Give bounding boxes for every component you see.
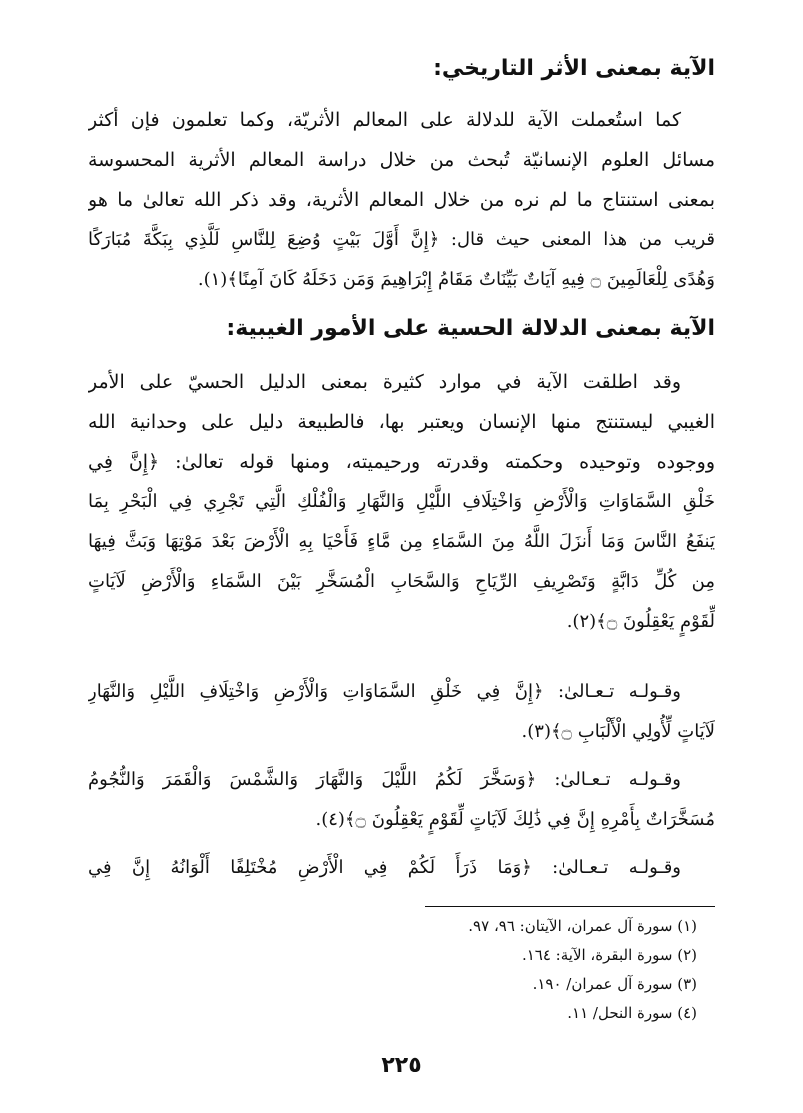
text-line: مسائل العلوم الإنسانيّة تُبحث من خلال دراسة المعالم الأثرية المحسوسة bbox=[88, 149, 715, 171]
text-line: وقد اطلقت الآية في موارد كثيرة بمعنى الدليل الحسيّ على الأمر bbox=[88, 371, 681, 393]
text-line: الغيبي ليستنتج منها الإنسان ويعتبر بها، فالطبيعة دليل على وحدانية الله bbox=[88, 411, 715, 433]
paragraph-historical bbox=[88, 100, 715, 300]
text-line: لَآيَاتٍ لِّأُولِي الْأَلْبَابِ ۝﴾(٣). bbox=[521, 721, 715, 742]
footnote-item: (٢) سورة البقرة، الآية: ١٦٤. bbox=[521, 946, 697, 964]
footnote-item: (٣) سورة آل عمران/ ١٩٠. bbox=[532, 975, 697, 993]
section-heading-sensory: الآية بمعنى الدلالة الحسية على الأمور الغيبية: bbox=[226, 316, 715, 341]
text-line: يَنفَعُ النَّاسَ وَمَا أَنزَلَ اللَّهُ مِنَ السَّمَاءِ مِن مَّاءٍ فَأَحْيَا بِهِ الْأَرْضَ بَعْدَ مَوْتِهَا وَبَثَّ فِيهَا bbox=[88, 531, 715, 552]
footnote-item: (٤) سورة النحل/ ١١. bbox=[567, 1004, 697, 1022]
text-line: وقـولـه تـعـالىٰ: ﴿إِنَّ فِي خَلْقِ السَّمَاوَاتِ وَالْأَرْضِ وَاخْتِلَافِ اللَّيْلِ وَالنَّهَارِ bbox=[88, 681, 681, 702]
paragraph-verse-nahl-12 bbox=[88, 760, 715, 840]
text-line: بمعنى استنتاج ما لم نره من خلال المعالم الأثرية، وقد ذكر الله تعالىٰ ما هو bbox=[88, 189, 715, 211]
footnote-item: (١) سورة آل عمران، الآيتان: ٩٦، ٩٧. bbox=[468, 917, 697, 935]
text-line: ووجوده وتوحيده وحكمته وقدرته ورحيميته، ومنها قوله تعالىٰ: ﴿إِنَّ فِي bbox=[88, 451, 715, 473]
paragraph-verse-190 bbox=[88, 672, 715, 752]
text-line: مِن كُلِّ دَابَّةٍ وَتَصْرِيفِ الرِّيَاحِ وَالسَّحَابِ الْمُسَخَّرِ بَيْنَ السَّمَاءِ وَالْأَرْضِ لَآيَاتٍ bbox=[88, 571, 715, 592]
text-line: خَلْقِ السَّمَاوَاتِ وَالْأَرْضِ وَاخْتِلَافِ اللَّيْلِ وَالنَّهَارِ وَالْفُلْكِ الَّتِي تَجْرِي فِي الْبَحْرِ بِمَا bbox=[88, 491, 715, 512]
book-page bbox=[88, 0, 715, 1113]
footnotes bbox=[88, 912, 697, 1028]
text-line: لِّقَوْمٍ يَعْقِلُونَ ۝﴾(٢). bbox=[566, 611, 715, 632]
text-line: قريب من هذا المعنى حيث قال: ﴿إِنَّ أَوَّلَ بَيْتٍ وُضِعَ لِلنَّاسِ لَلَّذِي بِبَكَّةَ مُبَارَكًا bbox=[88, 229, 715, 250]
page-number: ٢٢٥ bbox=[381, 1053, 422, 1078]
paragraph-verse-nahl-13 bbox=[88, 848, 715, 888]
text-line: وقـولـه تـعـالىٰ: ﴿وَسَخَّرَ لَكُمُ اللَّيْلَ وَالنَّهَارَ وَالشَّمْسَ وَالْقَمَرَ وَالنُّجُومُ bbox=[88, 769, 681, 790]
section-heading-historical: الآية بمعنى الأثر التاريخي: bbox=[433, 56, 715, 81]
paragraph-sensory bbox=[88, 362, 715, 642]
text-line: كما استُعملت الآية للدلالة على المعالم الأثريّة، وكما تعلمون فإن أكثر bbox=[88, 109, 681, 131]
footnote-divider bbox=[425, 906, 715, 907]
text-line: وقـولـه تـعـالىٰ: ﴿وَمَا ذَرَأَ لَكُمْ فِي الْأَرْضِ مُخْتَلِفًا أَلْوَانُهُ إِنَّ فِي bbox=[88, 857, 681, 878]
text-line: وَهُدًى لِلْعَالَمِينَ ۝ فِيهِ آيَاتٌ بَيِّنَاتٌ مَقَامُ إِبْرَاهِيمَ وَمَن دَخَلَهُ كَانَ آمِنًا﴾(١). bbox=[197, 269, 715, 290]
text-line: مُسَخَّرَاتٌ بِأَمْرِهِ إِنَّ فِي ذَٰلِكَ لَآيَاتٍ لِّقَوْمٍ يَعْقِلُونَ ۝﴾(٤). bbox=[315, 809, 715, 830]
